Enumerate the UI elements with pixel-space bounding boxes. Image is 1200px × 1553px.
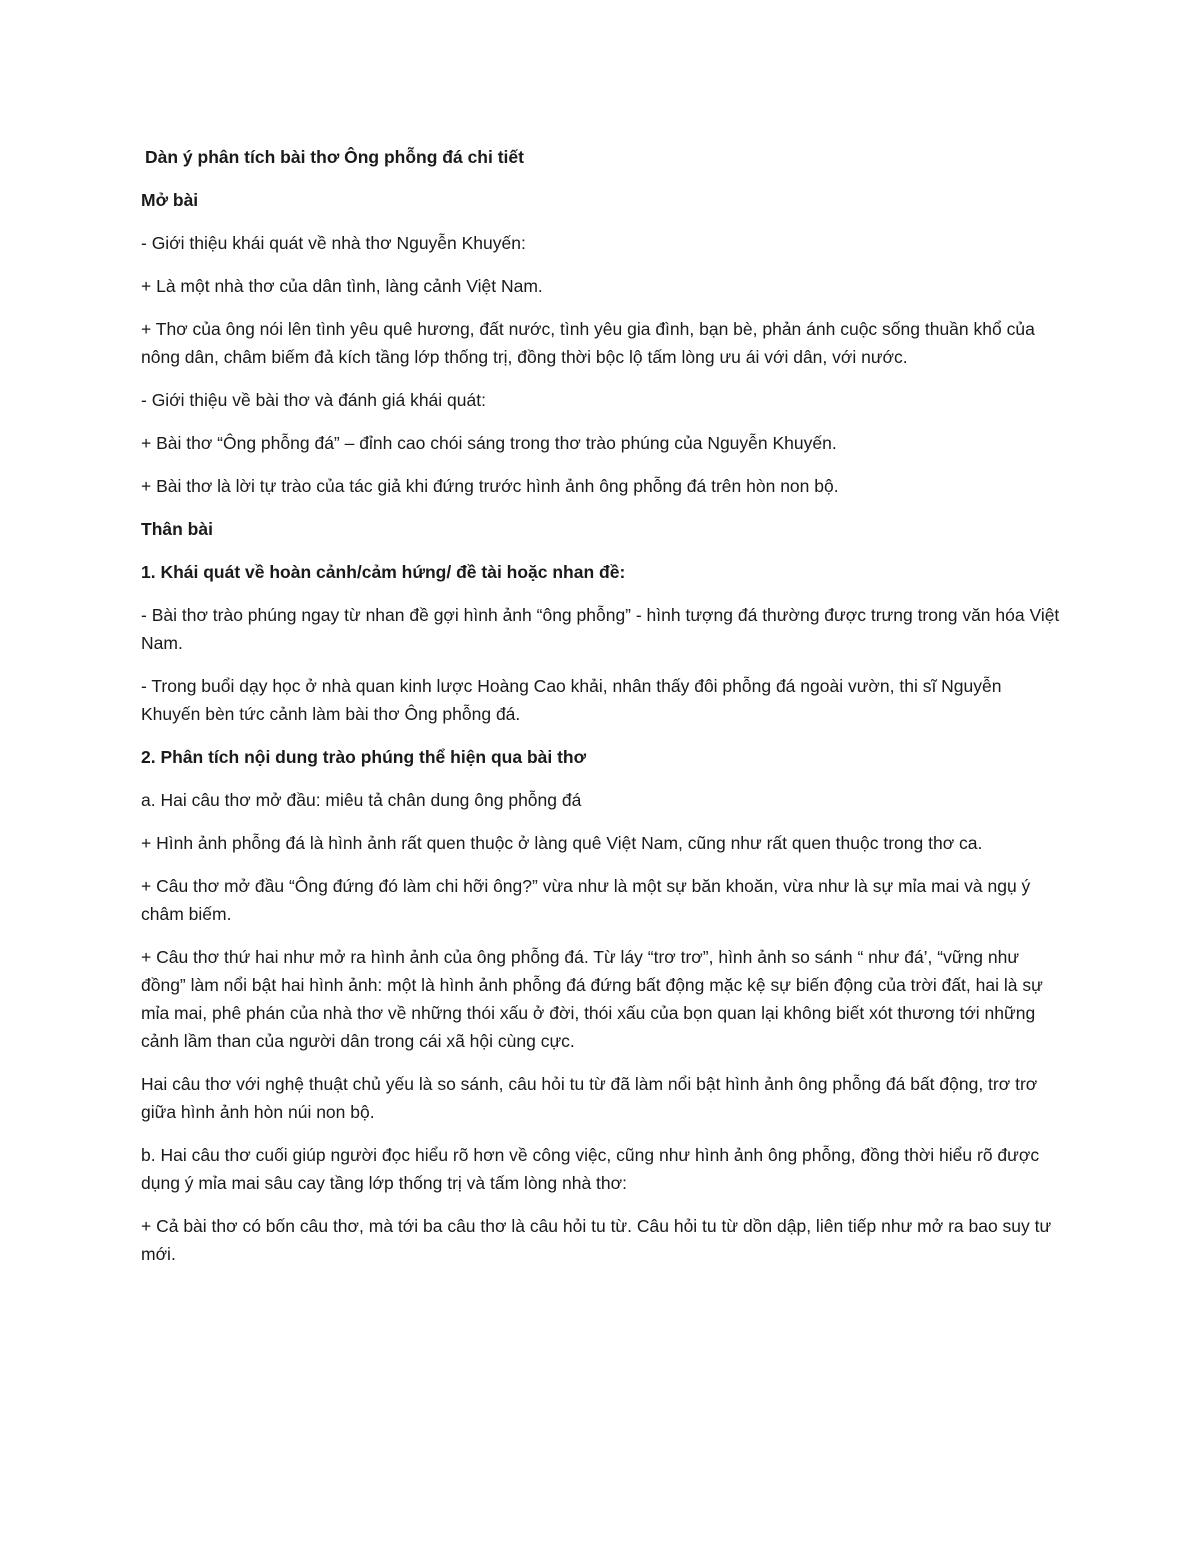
document-title: Dàn ý phân tích bài thơ Ông phỗng đá chi tiết xyxy=(145,147,524,167)
subsection-heading-2: 2. Phân tích nội dung trào phúng thể hiện qua bài thơ xyxy=(141,747,587,767)
section-heading-than-bai: Thân bài xyxy=(141,519,213,539)
paragraph: + Bài thơ “Ông phỗng đá” – đỉnh cao chói sáng trong thơ trào phúng của Nguyễn Khuyến. xyxy=(141,433,837,453)
paragraph: + Bài thơ là lời tự trào của tác giả khi đứng trước hình ảnh ông phỗng đá trên hòn non bộ. xyxy=(141,476,839,496)
paragraph: - Trong buổi dạy học ở nhà quan kinh lược Hoàng Cao khải, nhân thấy đôi phỗng đá ngoài vườn, thi sĩ Nguyễn Khuyến bèn tức cảnh làm bài thơ Ông phỗng đá. xyxy=(141,676,1002,724)
paragraph: Hai câu thơ với nghệ thuật chủ yếu là so sánh, câu hỏi tu từ đã làm nổi bật hình ảnh ông phỗng đá bất động, trơ trơ giữa hình ảnh hòn núi non bộ. xyxy=(141,1074,1038,1122)
paragraph: - Bài thơ trào phúng ngay từ nhan đề gợi hình ảnh “ông phỗng” - hình tượng đá thường được trưng trong văn hóa Việt Nam. xyxy=(141,605,1060,653)
paragraph: + Hình ảnh phỗng đá là hình ảnh rất quen thuộc ở làng quê Việt Nam, cũng như rất quen thuộc trong thơ ca. xyxy=(141,833,983,853)
document-page xyxy=(141,143,1061,1283)
section-heading-mo-bai: Mở bài xyxy=(141,190,199,210)
paragraph: b. Hai câu thơ cuối giúp người đọc hiểu rõ hơn về công việc, cũng như hình ảnh ông phỗng, đồng thời hiểu rõ được dụng ý mỉa mai sâu cay tầng lớp thống trị và tấm lòng nhà thơ: xyxy=(141,1145,1040,1193)
subsection-heading-1: 1. Khái quát về hoàn cảnh/cảm hứng/ đề tài hoặc nhan đề: xyxy=(141,562,626,582)
paragraph: - Giới thiệu về bài thơ và đánh giá khái quát: xyxy=(141,390,486,410)
paragraph: + Câu thơ mở đầu “Ông đứng đó làm chi hỡi ông?” vừa như là một sự băn khoăn, vừa như là sự mỉa mai và ngụ ý châm biếm. xyxy=(141,876,1031,924)
paragraph: - Giới thiệu khái quát về nhà thơ Nguyễn Khuyến: xyxy=(141,233,526,253)
paragraph: a. Hai câu thơ mở đầu: miêu tả chân dung ông phỗng đá xyxy=(141,790,582,810)
paragraph: + Câu thơ thứ hai như mở ra hình ảnh của ông phỗng đá. Từ láy “trơ trơ”, hình ảnh so sánh “ như đá’, “vững như đồng” làm nổi bật hai hình ảnh: một là hình ảnh phỗng đá đứng bất động mặc kệ sự biến động của trời đất, hai là sự mỉa mai, phê phán của nhà thơ về những thói xấu ở đời, thói xấu của bọn quan lại không biết xót thương tới những cảnh lầm than của người dân trong cái xã hội cùng cực. xyxy=(141,947,1043,1051)
paragraph: + Là một nhà thơ của dân tình, làng cảnh Việt Nam. xyxy=(141,276,543,296)
paragraph: + Cả bài thơ có bốn câu thơ, mà tới ba câu thơ là câu hỏi tu từ. Câu hỏi tu từ dồn dập, liên tiếp như mở ra bao suy tư mới. xyxy=(141,1216,1052,1264)
paragraph: + Thơ của ông nói lên tình yêu quê hương, đất nước, tình yêu gia đình, bạn bè, phản ánh cuộc sống thuần khổ của nông dân, châm biếm đả kích tầng lớp thống trị, đồng thời bộc lộ tấm lòng ưu ái với dân, với nước. xyxy=(141,319,1035,367)
